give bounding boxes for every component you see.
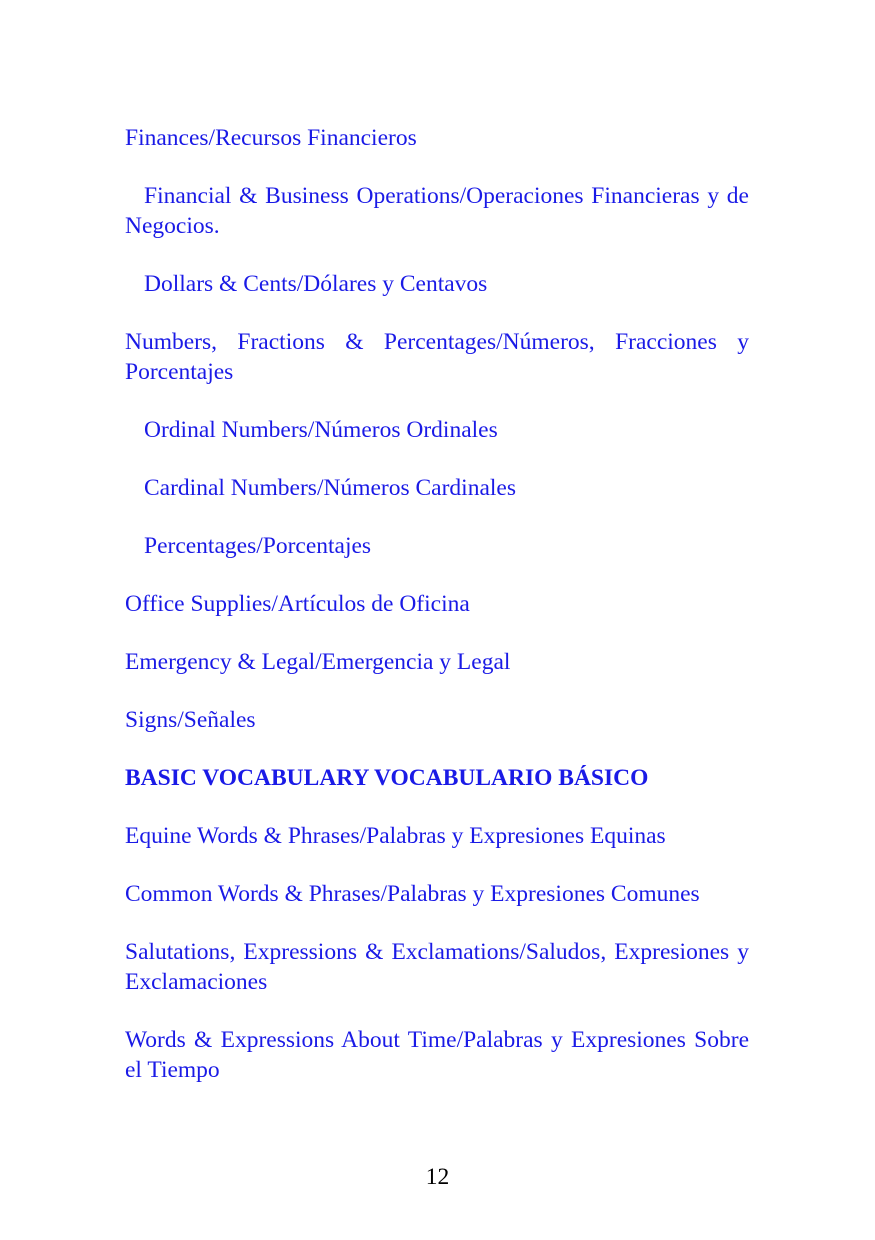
toc-entry-dollars-cents[interactable]: Dollars & Cents/Dólares y Centavos <box>144 271 488 297</box>
toc-entry-finances[interactable]: Finances/Recursos Financieros <box>125 125 417 151</box>
toc-entry-office-supplies[interactable]: Office Supplies/Artículos de Oficina <box>125 591 470 617</box>
toc-entry-common-words-phrases[interactable]: Common Words & Phrases/Palabras y Expresiones Comunes <box>125 881 700 907</box>
toc-entry-salutations-expressions-exclamations[interactable]: Salutations, Expressions & Exclamations/Saludos, Expresiones y Exclamaciones <box>125 939 749 995</box>
toc-entry-financial-business-operations[interactable]: Financial & Business Operations/Operaciones Financieras y de Negocios. <box>125 183 749 239</box>
toc-entry-percentages[interactable]: Percentages/Porcentajes <box>144 533 372 559</box>
toc-entry-cardinal-numbers[interactable]: Cardinal Numbers/Números Cardinales <box>144 475 516 501</box>
toc-entry-emergency-legal[interactable]: Emergency & Legal/Emergencia y Legal <box>125 649 511 675</box>
table-of-contents <box>125 123 749 1113</box>
toc-section-heading-basic-vocabulary: BASIC VOCABULARY VOCABULARIO BÁSICO <box>125 765 649 791</box>
toc-entry-numbers-fractions-percentages[interactable]: Numbers, Fractions & Percentages/Números, Fracciones y Porcentajes <box>125 329 749 385</box>
page-number: 12 <box>425 1164 450 1190</box>
toc-entry-equine-words-phrases[interactable]: Equine Words & Phrases/Palabras y Expresiones Equinas <box>125 823 666 849</box>
toc-entry-ordinal-numbers[interactable]: Ordinal Numbers/Números Ordinales <box>144 417 498 443</box>
toc-entry-signs[interactable]: Signs/Señales <box>125 707 256 733</box>
toc-entry-words-expressions-about-time[interactable]: Words & Expressions About Time/Palabras y Expresiones Sobre el Tiempo <box>125 1027 749 1083</box>
